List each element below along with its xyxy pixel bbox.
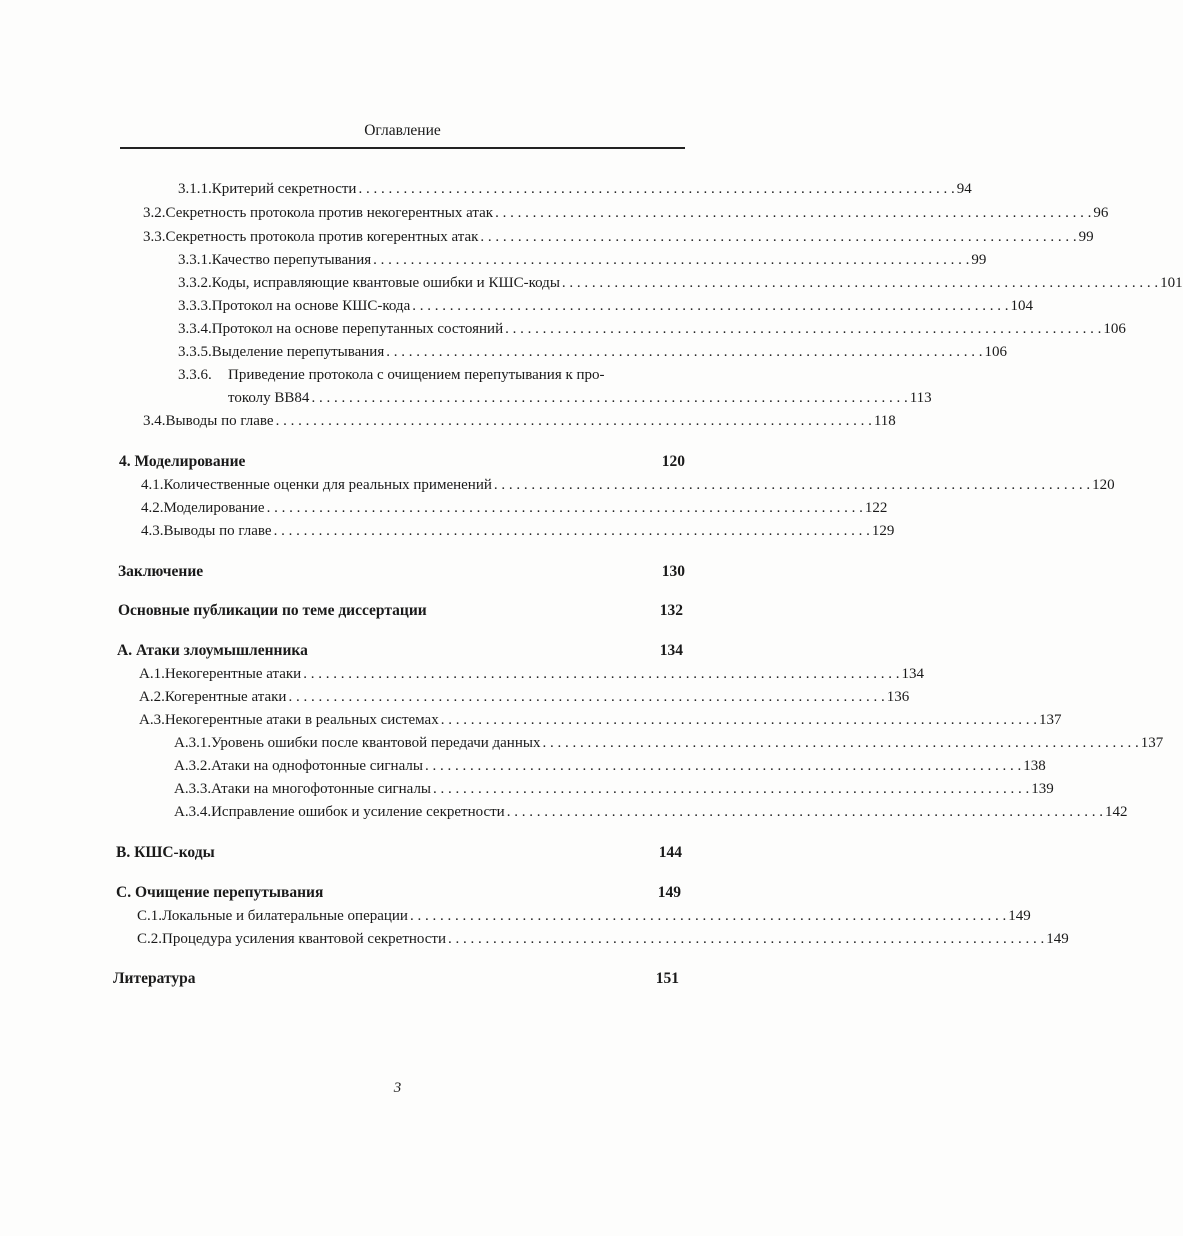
leader-dots: . . . . . . . . . . . . . . . . . . . . . . . . . . . . . . . . . . . . . . . . . . . . . . . . . . . . . . . . . . . . . . . . . . . . . . . . . . . . . . . . <box>480 229 1077 245</box>
entry-number: 3.3.2. <box>178 275 212 291</box>
entry-page: 134 <box>901 666 924 682</box>
leader-dots: . . . . . . . . . . . . . . . . . . . . . . . . . . . . . . . . . . . . . . . . . . . . . . . . . . . . . . . . . . . . . . . . . . . . . . . . . . . . . . . . <box>542 735 1139 751</box>
entry-number: 3.3.1. <box>178 252 212 268</box>
leader-dots: . . . . . . . . . . . . . . . . . . . . . . . . . . . . . . . . . . . . . . . . . . . . . . . . . . . . . . . . . . . . . . . . . . . . . . . . . . . . . . . . <box>373 252 970 268</box>
chapter-title: Заключение <box>118 563 204 580</box>
entry-title: Моделирование <box>163 500 265 516</box>
entry-page: 94 <box>956 181 972 197</box>
leader-dots: . . . . . . . . . . . . . . . . . . . . . . . . . . . . . . . . . . . . . . . . . . . . . . . . . . . . . . . . . . . . . . . . . . . . . . . . . . . . . . . . <box>386 344 983 360</box>
leader-dots: . . . . . . . . . . . . . . . . . . . . . . . . . . . . . . . . . . . . . . . . . . . . . . . . . . . . . . . . . . . . . . . . . . . . . . . . . . . . . . . . <box>506 804 1103 820</box>
entry-title: Секретность протокола против некогерентных атак <box>165 205 494 221</box>
toc-entry[interactable] <box>143 202 1109 224</box>
entry-title: Когерентные атаки <box>164 689 287 705</box>
entry-page: 99 <box>971 252 987 268</box>
entry-number: 4.2. <box>141 500 164 516</box>
leader-dots: . . . . . . . . . . . . . . . . . . . . . . . . . . . . . . . . . . . . . . . . . . . . . . . . . . . . . . . . . . . . . . . . . . . . . . . . . . . . . . . . <box>288 689 885 705</box>
entry-page: 137 <box>1140 735 1164 751</box>
entry-number: 3.3.4. <box>178 321 212 337</box>
entry-title-continued: токолу BB84 <box>228 390 310 406</box>
toc-entry[interactable] <box>141 497 888 519</box>
leader-dots: . . . . . . . . . . . . . . . . . . . . . . . . . . . . . . . . . . . . . . . . . . . . . . . . . . . . . . . . . . . . . . . . . . . . . . . . . . . . . . . . <box>273 523 870 539</box>
toc-entry[interactable] <box>139 709 1062 731</box>
entry-title: Выводы по главе <box>163 523 272 539</box>
entry-number: 3.3. <box>143 229 166 245</box>
entry-title: Уровень ошибки после квантовой передачи данных <box>211 735 541 751</box>
toc-entry[interactable] <box>143 410 896 432</box>
toc-chapter[interactable] <box>116 842 682 864</box>
entry-number: 4.1. <box>141 477 164 493</box>
toc-entry[interactable] <box>174 732 1164 754</box>
header-rule <box>120 147 685 149</box>
entry-page: 113 <box>909 390 932 406</box>
toc-chapter[interactable] <box>113 968 679 990</box>
entry-title: Атаки на однофотонные сигналы <box>211 758 423 774</box>
toc-entry[interactable] <box>139 663 924 685</box>
toc-entry[interactable] <box>178 249 987 271</box>
chapter-title: C. Очищение перепутывания <box>116 884 324 901</box>
entry-page: 120 <box>1092 477 1115 493</box>
leader-dots: . . . . . . . . . . . . . . . . . . . . . . . . . . . . . . . . . . . . . . . . . . . . . . . . . . . . . . . . . . . . . . . . . . . . . . . . . . . . . . . . <box>358 181 955 197</box>
leader-dots: . . . . . . . . . . . . . . . . . . . . . . . . . . . . . . . . . . . . . . . . . . . . . . . . . . . . . . . . . . . . . . . . . . . . . . . . . . . . . . . . <box>505 321 1102 337</box>
entry-number: A.3.3. <box>174 781 212 797</box>
entry-page: 136 <box>886 689 910 705</box>
entry-number: A.2. <box>139 689 165 705</box>
toc-entry-continuation[interactable] <box>228 387 932 409</box>
toc-entry[interactable] <box>178 318 1126 340</box>
toc-chapter[interactable] <box>117 640 683 662</box>
leader-dots: . . . . . . . . . . . . . . . . . . . . . . . . . . . . . . . . . . . . . . . . . . . . . . . . . . . . . . . . . . . . . . . . . . . . . . . . . . . . . . . . <box>433 781 1030 797</box>
toc-entry[interactable] <box>137 905 1031 927</box>
entry-number: C.2. <box>137 931 163 947</box>
leader-dots: . . . . . . . . . . . . . . . . . . . . . . . . . . . . . . . . . . . . . . . . . . . . . . . . . . . . . . . . . . . . . . . . . . . . . . . . . . . . . . . . <box>440 712 1037 728</box>
toc-chapter[interactable] <box>118 600 683 622</box>
toc-entry[interactable] <box>174 778 1054 800</box>
entry-title: Выводы по главе <box>165 413 274 429</box>
entry-number: A.1. <box>139 666 165 682</box>
entry-number: A.3.1. <box>174 735 212 751</box>
chapter-title: Основные публикации по теме диссертации <box>118 602 427 619</box>
chapter-page: 149 <box>657 884 681 901</box>
entry-number: 3.3.6. <box>178 367 212 383</box>
chapter-page: 151 <box>655 970 679 987</box>
page-number: 3 <box>393 1080 402 1096</box>
entry-number: A.3. <box>139 712 165 728</box>
entry-title: Локальные и билатеральные операции <box>162 908 408 924</box>
entry-title: Атаки на многофотонные сигналы <box>211 781 432 797</box>
toc-entry[interactable] <box>137 928 1069 950</box>
entry-number: 3.3.3. <box>178 298 212 314</box>
entry-page: 96 <box>1093 205 1109 221</box>
entry-title: Некогерентные атаки <box>164 666 302 682</box>
leader-dots: . . . . . . . . . . . . . . . . . . . . . . . . . . . . . . . . . . . . . . . . . . . . . . . . . . . . . . . . . . . . . . . . . . . . . . . . . . . . . . . . <box>493 477 1091 493</box>
leader-dots: . . . . . . . . . . . . . . . . . . . . . . . . . . . . . . . . . . . . . . . . . . . . . . . . . . . . . . . . . . . . . . . . . . . . . . . . . . . . . . . . <box>495 205 1092 221</box>
entry-page: 149 <box>1008 908 1031 924</box>
toc-chapter[interactable] <box>116 882 681 904</box>
chapter-page: 120 <box>661 453 685 470</box>
toc-entry[interactable] <box>178 272 1183 294</box>
entry-number: 4.3. <box>141 523 164 539</box>
leader-dots: . . . . . . . . . . . . . . . . . . . . . . . . . . . . . . . . . . . . . . . . . . . . . . . . . . . . . . . . . . . . . . . . . . . . . . . . . . . . . . . . <box>275 413 872 429</box>
entry-page: 137 <box>1038 712 1062 728</box>
chapter-page: 132 <box>659 602 683 619</box>
toc-entry[interactable] <box>178 178 972 200</box>
entry-title: Процедура усиления квантовой секретности <box>162 931 447 947</box>
leader-dots: . . . . . . . . . . . . . . . . . . . . . . . . . . . . . . . . . . . . . . . . . . . . . . . . . . . . . . . . . . . . . . . . . . . . . . . . . . . . . . . . <box>311 390 908 406</box>
leader-dots: . . . . . . . . . . . . . . . . . . . . . . . . . . . . . . . . . . . . . . . . . . . . . . . . . . . . . . . . . . . . . . . . . . . . . . . . . . . . . . . . <box>424 758 1022 774</box>
entry-title: Исправление ошибок и усиление секретности <box>211 804 505 820</box>
leader-dots: . . . . . . . . . . . . . . . . . . . . . . . . . . . . . . . . . . . . . . . . . . . . . . . . . . . . . . . . . . . . . . . . . . . . . . . . . . . . . . . . <box>409 908 1007 924</box>
entry-title: Выделение перепутывания <box>211 344 385 360</box>
chapter-title: Литература <box>113 970 196 987</box>
entry-title: Некогерентные атаки в реальных системах <box>164 712 439 728</box>
entry-page: 118 <box>873 413 896 429</box>
entry-page: 106 <box>1103 321 1126 337</box>
leader-dots: . . . . . . . . . . . . . . . . . . . . . . . . . . . . . . . . . . . . . . . . . . . . . . . . . . . . . . . . . . . . . . . . . . . . . . . . . . . . . . . . <box>303 666 900 682</box>
toc-entry[interactable] <box>139 686 910 708</box>
chapter-title: 4. Моделирование <box>119 453 246 470</box>
chapter-page: 130 <box>661 563 685 580</box>
leader-dots: . . . . . . . . . . . . . . . . . . . . . . . . . . . . . . . . . . . . . . . . . . . . . . . . . . . . . . . . . . . . . . . . . . . . . . . . . . . . . . . . <box>266 500 863 516</box>
entry-title: Секретность протокола против когерентных атак <box>165 229 479 245</box>
entry-title: Критерий секретности <box>211 181 357 197</box>
entry-page: 99 <box>1078 229 1094 245</box>
entry-title: Количественные оценки для реальных применений <box>163 477 492 493</box>
entry-page: 139 <box>1031 781 1054 797</box>
toc-entry[interactable] <box>141 520 895 542</box>
chapter-title: A. Атаки злоумышленника <box>117 642 308 659</box>
entry-number: 3.3.5. <box>178 344 212 360</box>
entry-title: Коды, исправляющие квантовые ошибки и КШС-коды <box>211 275 560 291</box>
entry-page: 101 <box>1160 275 1183 291</box>
toc-entry[interactable] <box>141 474 1115 496</box>
chapter-page: 144 <box>658 844 682 861</box>
entry-title: Приведение протокола с очищением перепутывания к про- <box>228 367 605 383</box>
entry-title: Протокол на основе перепутанных состояний <box>211 321 504 337</box>
entry-page: 106 <box>984 344 1007 360</box>
toc-entry[interactable] <box>178 364 685 386</box>
entry-number: 3.1.1. <box>178 181 212 197</box>
leader-dots: . . . . . . . . . . . . . . . . . . . . . . . . . . . . . . . . . . . . . . . . . . . . . . . . . . . . . . . . . . . . . . . . . . . . . . . . . . . . . . . . <box>561 275 1159 291</box>
leader-dots: . . . . . . . . . . . . . . . . . . . . . . . . . . . . . . . . . . . . . . . . . . . . . . . . . . . . . . . . . . . . . . . . . . . . . . . . . . . . . . . . <box>412 298 1009 314</box>
toc-chapter[interactable] <box>118 561 685 583</box>
chapter-title: B. КШС-коды <box>116 844 215 861</box>
entry-page: 142 <box>1104 804 1128 820</box>
toc-entry[interactable] <box>178 341 1007 363</box>
entry-page: 149 <box>1046 931 1069 947</box>
toc-entry[interactable] <box>143 226 1094 248</box>
running-header: Оглавление <box>364 122 441 139</box>
entry-number: C.1. <box>137 908 163 924</box>
entry-page: 129 <box>871 523 895 539</box>
entry-number: 3.4. <box>143 413 166 429</box>
entry-number: 3.2. <box>143 205 166 221</box>
entry-page: 122 <box>864 500 888 516</box>
entry-title: Протокол на основе КШС-кода <box>211 298 411 314</box>
entry-page: 104 <box>1010 298 1033 314</box>
toc-entry[interactable] <box>174 755 1046 777</box>
toc-entry[interactable] <box>174 801 1128 823</box>
entry-title: Качество перепутывания <box>211 252 372 268</box>
toc-chapter[interactable] <box>119 451 685 473</box>
entry-page: 138 <box>1023 758 1046 774</box>
chapter-page: 134 <box>659 642 683 659</box>
leader-dots: . . . . . . . . . . . . . . . . . . . . . . . . . . . . . . . . . . . . . . . . . . . . . . . . . . . . . . . . . . . . . . . . . . . . . . . . . . . . . . . . <box>448 931 1045 947</box>
entry-number: A.3.4. <box>174 804 212 820</box>
entry-number: A.3.2. <box>174 758 212 774</box>
toc-entry[interactable] <box>178 295 1033 317</box>
